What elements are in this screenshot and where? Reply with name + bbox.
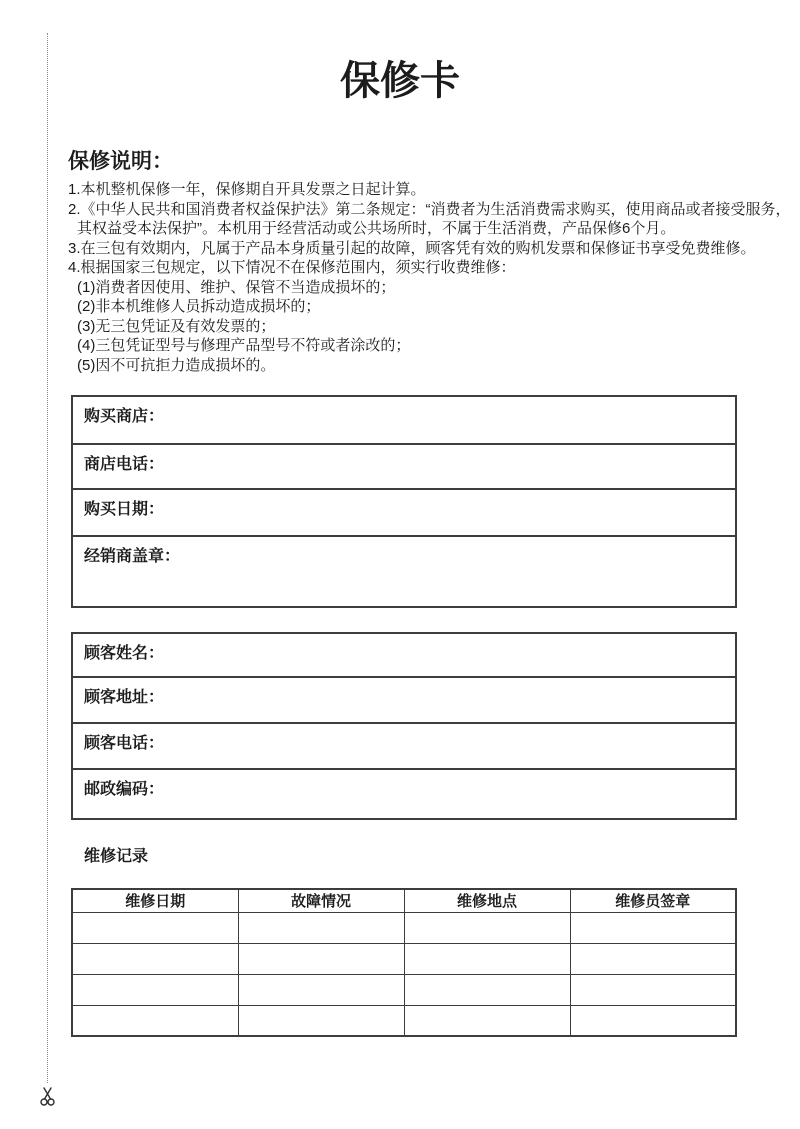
form-label: 经销商盖章： <box>84 548 181 565</box>
form-row-store-name <box>73 397 735 443</box>
page-title: 保修卡 <box>340 59 460 103</box>
table-cell <box>72 1005 238 1036</box>
table-header-row <box>72 889 736 912</box>
table-cell <box>238 974 404 1005</box>
instruction-line: (4)三包凭证型号与修理产品型号不符或者涂改的； <box>77 337 411 354</box>
column-header-repair-location: 维修地点 <box>404 889 570 912</box>
table-cell <box>570 1005 736 1036</box>
form-label: 购买日期： <box>84 501 165 518</box>
purchase-info-box <box>71 395 737 608</box>
table-cell <box>570 912 736 943</box>
instruction-line: 1.本机整机保修一年，保修期自开具发票之日起计算。 <box>68 181 426 198</box>
instruction-line: 其权益受本法保护”。本机用于经营活动或公共场所时，不属于生活消费，产品保修6个月。 <box>77 220 676 237</box>
column-header-repairer-signature: 维修员签章 <box>570 889 736 912</box>
instruction-line: 2.《中华人民共和国消费者权益保护法》第二条规定：“消费者为生活消费需求购买，使用商品或者接受服务， <box>68 200 791 218</box>
form-row-customer-phone <box>73 722 735 768</box>
repair-records-table <box>71 888 737 1037</box>
instruction-line: (3)无三包凭证及有效发票的； <box>77 317 276 335</box>
table-cell <box>238 912 404 943</box>
instruction-line: 3.在三包有效期内，凡属于产品本身质量引起的故障，顾客凭有效的购机发票和保修证书享受免费维修。 <box>68 239 756 257</box>
form-row-customer-address <box>73 676 735 722</box>
table-cell <box>570 943 736 974</box>
table-cell <box>238 1005 404 1036</box>
form-label: 顾客地址： <box>84 689 165 706</box>
instruction-line: (2)非本机维修人员拆动造成损坏的； <box>77 298 321 315</box>
form-label: 邮政编码： <box>84 781 165 798</box>
cut-dotted-line <box>47 33 48 1083</box>
form-row-purchase-date <box>73 488 735 535</box>
table-cell <box>570 974 736 1005</box>
table-cell <box>72 943 238 974</box>
column-header-fault-condition: 故障情况 <box>238 889 404 912</box>
form-label: 顾客电话： <box>84 735 165 752</box>
table-cell <box>238 943 404 974</box>
instruction-line: (5)因不可抗拒力造成损坏的。 <box>77 356 276 374</box>
table-row <box>72 1005 736 1036</box>
table-row <box>72 943 736 974</box>
form-row-customer-name <box>73 634 735 676</box>
customer-info-box <box>71 632 737 820</box>
repair-records-heading: 维修记录 <box>84 848 149 865</box>
scissors-icon <box>39 1087 56 1106</box>
form-row-store-phone <box>73 443 735 488</box>
form-label: 购买商店： <box>84 408 165 425</box>
instruction-line: (1)消费者因使用、维护、保管不当造成损坏的； <box>77 278 396 296</box>
table-cell <box>72 974 238 1005</box>
table-row <box>72 974 736 1005</box>
form-label: 顾客姓名： <box>84 645 165 662</box>
table-cell <box>72 912 238 943</box>
form-row-dealer-stamp <box>73 535 735 606</box>
table-row <box>72 912 736 943</box>
table-cell <box>404 1005 570 1036</box>
form-row-postal-code <box>73 768 735 818</box>
instructions-heading: 保修说明： <box>68 150 173 173</box>
column-header-repair-date: 维修日期 <box>72 889 238 912</box>
instructions-list <box>68 180 791 375</box>
form-label: 商店电话： <box>84 456 165 473</box>
table-cell <box>404 912 570 943</box>
instruction-line: 4.根据国家三包规定，以下情况不在保修范围内，须实行收费维修： <box>68 259 516 276</box>
table-cell <box>404 974 570 1005</box>
table-cell <box>404 943 570 974</box>
